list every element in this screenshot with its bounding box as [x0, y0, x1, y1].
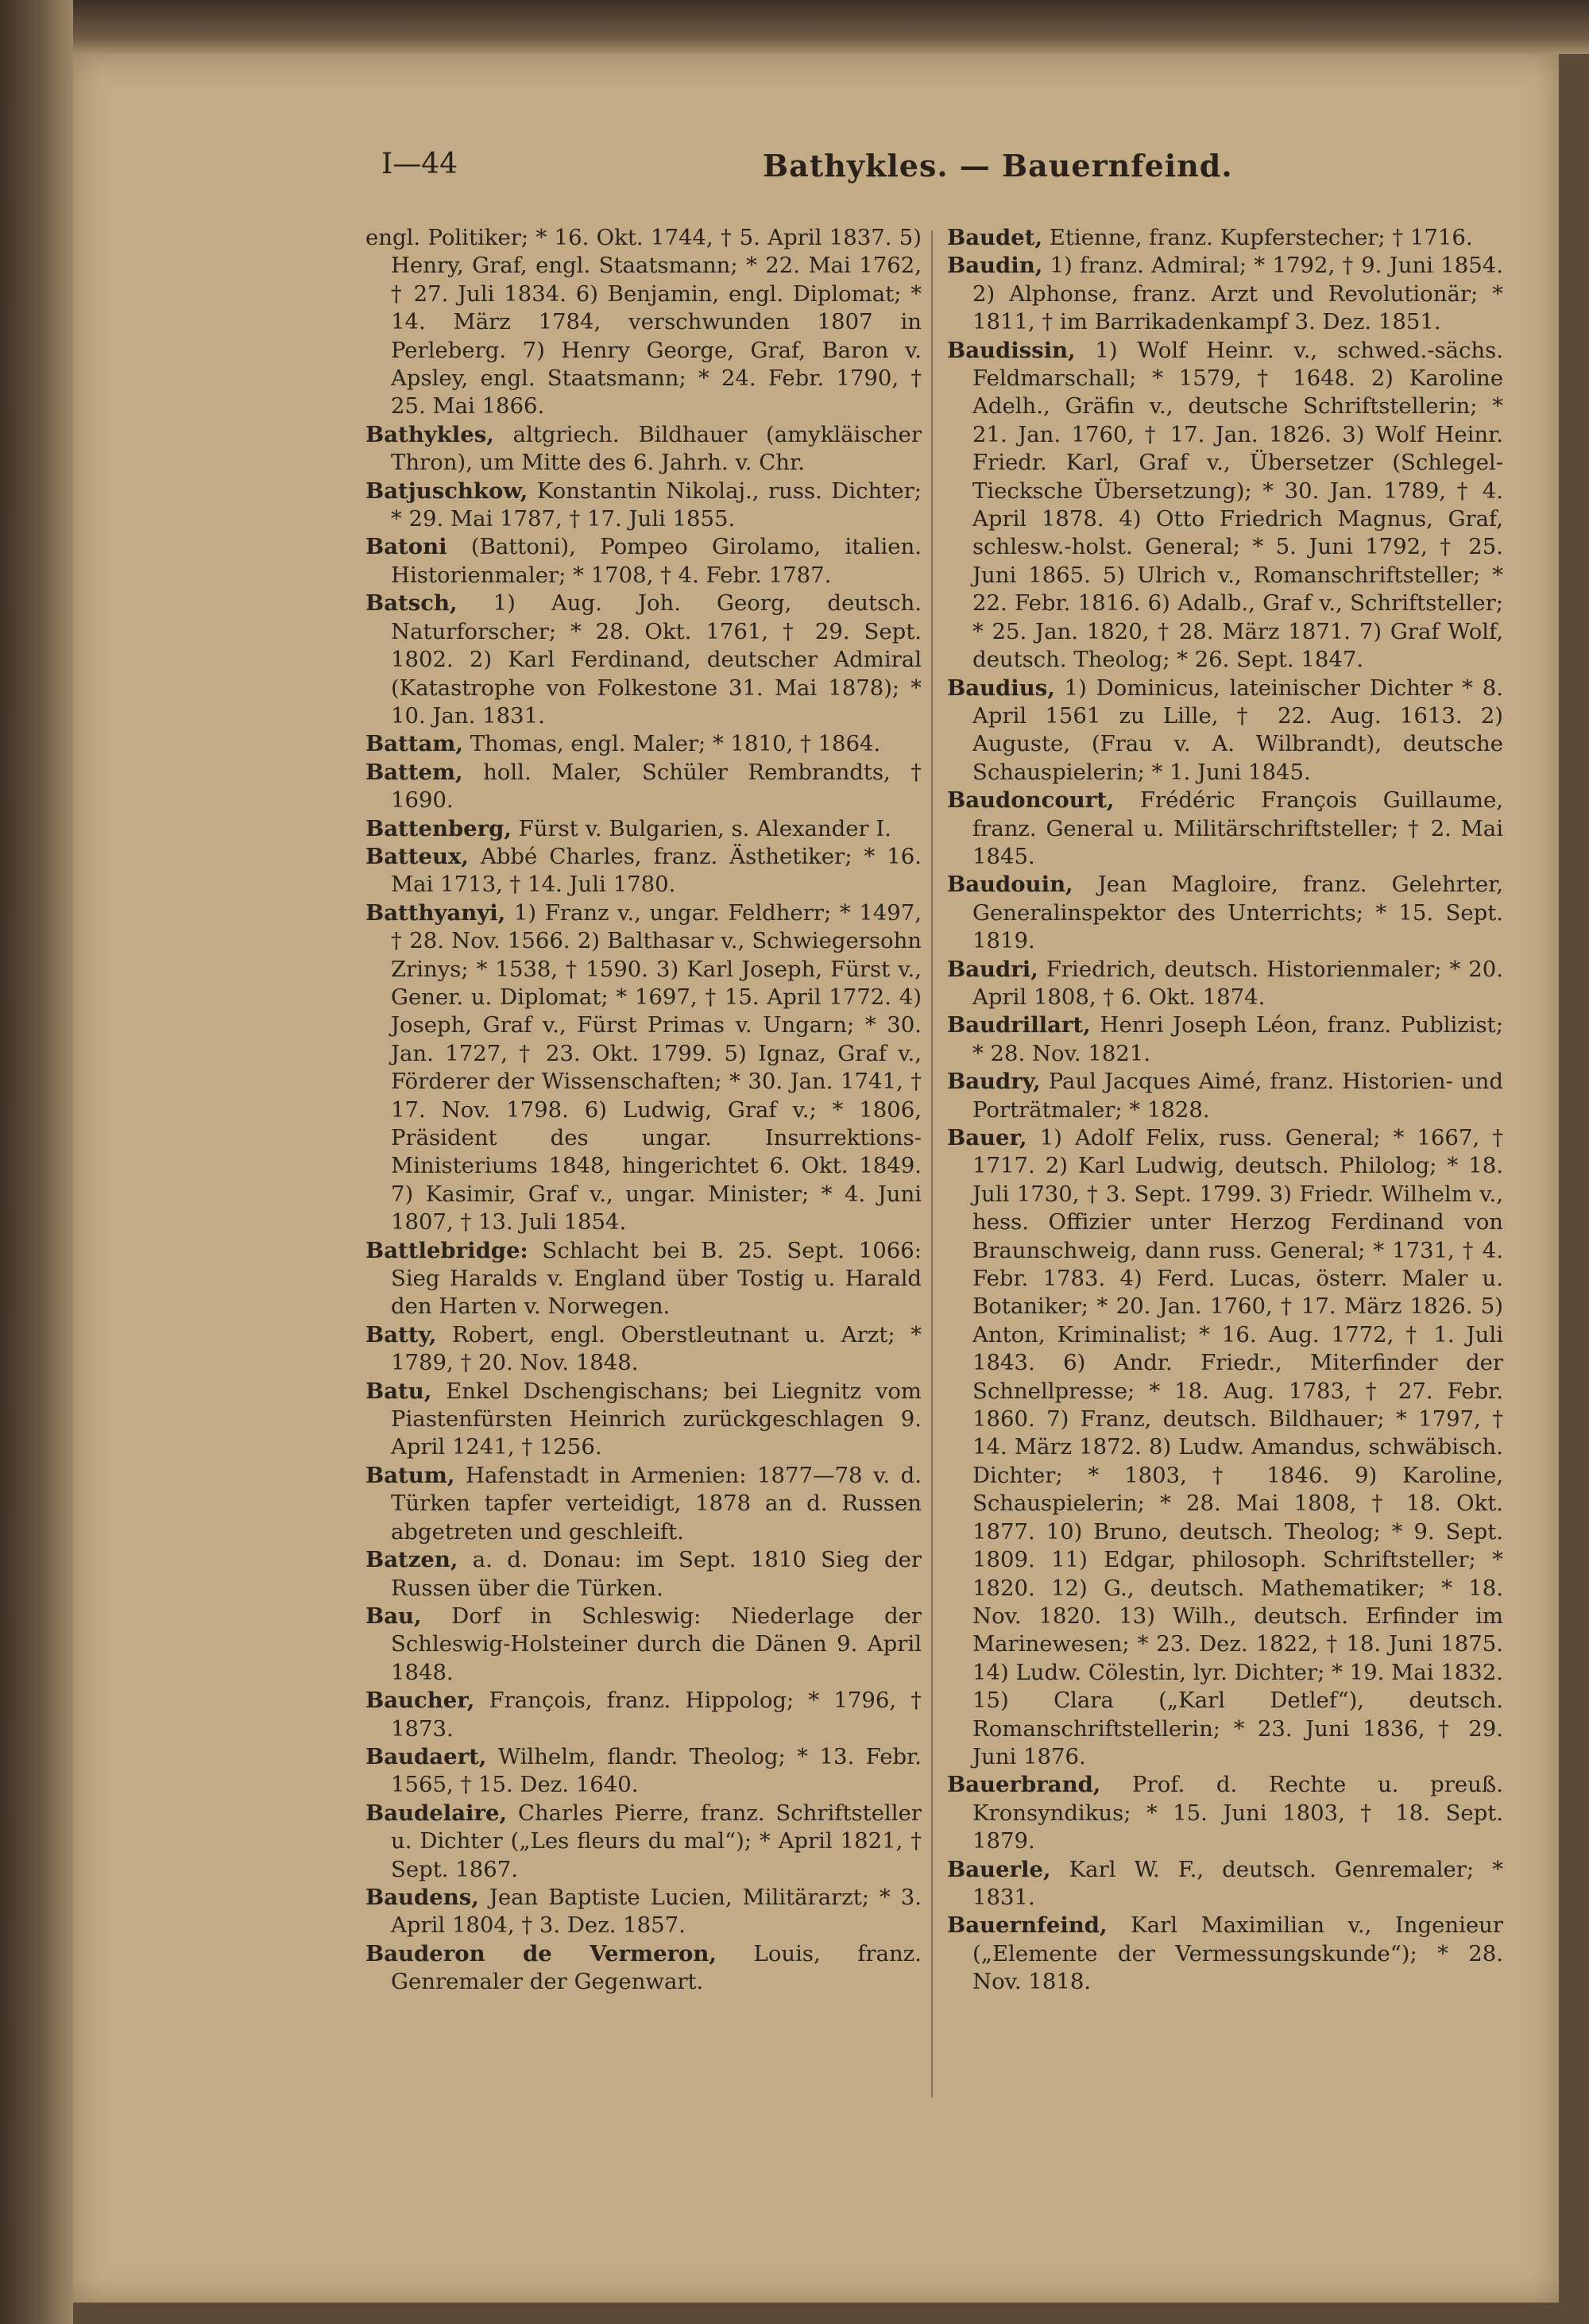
entry-text: Thomas, engl. Maler; * 1810, † 1864. — [462, 731, 881, 757]
dictionary-entry — [947, 337, 1503, 675]
entry-text: Dorf in Schleswig: Niederlage der Schleswig-Holsteiner durch die Dänen 9. April 1848. — [391, 1603, 922, 1685]
entry-text: Jean Baptiste Lucien, Militärarzt; * 3. April 1804, † 3. Dez. 1857. — [391, 1884, 922, 1939]
entry-text: Friedrich, deutsch. Historienmaler; * 20. April 1808, † 6. Okt. 1874. — [972, 956, 1503, 1010]
entry-text: Wilhelm, flandr. Theolog; * 13. Febr. 1565, † 15. Dez. 1640. — [391, 1743, 922, 1798]
entry-headword: Baudoncourt, — [947, 787, 1115, 814]
entry-headword: Baudissin, — [947, 337, 1076, 363]
dictionary-entry — [947, 1011, 1503, 1068]
entry-text: Fürst v. Bulgarien, s. Alexander I. — [511, 815, 891, 841]
entry-headword: Battlebridge: — [365, 1237, 528, 1263]
entry-headword: Baudrillart, — [947, 1012, 1091, 1038]
dictionary-entry — [365, 1800, 922, 1884]
dictionary-entry — [365, 421, 922, 478]
entry-headword: Batzen, — [365, 1547, 458, 1573]
dictionary-entry — [365, 1687, 922, 1743]
entry-text: Enkel Dschengischans; bei Liegnitz vom Piastenfürsten Heinrich zurückgeschlagen 9. April 1241, † 1256. — [391, 1378, 922, 1460]
dictionary-entry — [365, 1603, 922, 1687]
dictionary-entry — [947, 1856, 1503, 1912]
dictionary-entry — [365, 815, 922, 843]
entry-headword: Bauerle, — [947, 1856, 1051, 1882]
entry-text: Charles Pierre, franz. Schriftsteller u. Dichter („Les fleurs du mal“); * April 1821, † Sept. 1867. — [391, 1800, 922, 1882]
entry-headword: Baucher, — [365, 1688, 475, 1714]
entry-headword: Batty, — [365, 1321, 437, 1348]
entry-text: Robert, engl. Oberstleutnant u. Arzt; * 1789, † 20. Nov. 1848. — [391, 1321, 922, 1376]
entry-headword: Baudri, — [947, 956, 1038, 982]
entry-headword: Bauerbrand, — [947, 1772, 1101, 1798]
book-top-edge — [0, 0, 1589, 54]
entry-text: François, franz. Hippolog; * 1796, † 1873. — [391, 1688, 922, 1742]
dictionary-entry — [365, 1546, 922, 1603]
entry-text: Karl Maximilian v., Ingenieur („Elemente der Vermessungskunde“); * 28. Nov. 1818. — [972, 1912, 1503, 1995]
entry-text: 1) Wolf Heinr. v., schwed.-sächs. Feldmarschall; * 1579, † 1648. 2) Karoline Adelh., Gräfin v., deutsche Schriftstellerin; * 21. Jan. 1760, † 17. Jan. 1826. 3) Wolf Heinr. Friedr. Karl, Graf v., Übersetzer (Schlegel-Tiecksche Übersetzung); * 30. Jan. 1789, † 4. April 1878. 4) Otto Friedrich Magnus, Graf, schlesw.-holst. General; * 5. Juni 1792, † 25. Juni 1865. 5) Ulrich v., Romanschriftsteller; * 22. Febr. 1816. 6) Adalb., Graf v., Schriftsteller; * 25. Jan. 1820, † 28. März 1871. 7) Graf Wolf, deutsch. Theolog; * 26. Sept. 1847. — [972, 337, 1503, 673]
entry-headword: Battenberg, — [365, 815, 512, 841]
dictionary-entry — [365, 1884, 922, 1940]
entry-headword: Battem, — [365, 759, 463, 785]
dictionary-entry — [365, 899, 922, 1237]
dictionary-entry — [947, 787, 1503, 871]
entry-text: Paul Jacques Aimé, franz. Historien- und Porträtmaler; * 1828. — [972, 1069, 1503, 1123]
entry-text: Frédéric François Guillaume, franz. General u. Militärschriftsteller; † 2. Mai 1845. — [972, 787, 1503, 869]
column-divider — [931, 230, 933, 2098]
entry-text: Prof. d. Rechte u. preuß. Kronsyndikus; * 15. Juni 1803, † 18. Sept. 1879. — [972, 1772, 1503, 1854]
entry-text: 1) Aug. Joh. Georg, deutsch. Naturforscher; * 28. Okt. 1761, † 29. Sept. 1802. 2) Karl Ferdinand, deutscher Admiral (Katastrophe von Folkestone 31. Mai 1878); * 10. Jan. 1831. — [391, 590, 922, 729]
dictionary-entry — [365, 759, 922, 815]
entry-headword: Batthyanyi, — [365, 899, 506, 926]
dictionary-entry — [947, 956, 1503, 1012]
book-page-edge — [0, 0, 73, 2324]
dictionary-entry — [365, 843, 922, 899]
entry-text: 1) Franz v., ungar. Feldherr; * 1497, † 28. Nov. 1566. 2) Balthasar v., Schwiegersohn Zrinys; * 1538, † 1590. 3) Karl Joseph, Fürst v., Gener. u. Diplomat; * 1697, † 15. April 1772. 4) Joseph, Graf v., Fürst Primas v. Ungarn; * 30. Jan. 1727, † 23. Okt. 1799. 5) Ignaz, Graf v., Förderer der Wissenschaften; * 30. Jan. 1741, † 17. Nov. 1798. 6) Ludwig, Graf v.; * 1806, Präsident des ungar. Insurrektions-Ministeriums 1848, hingerichtet 6. Okt. 1849. 7) Kasimir, Graf v., ungar. Minister; * 4. Juni 1807, † 13. Juli 1854. — [391, 899, 922, 1235]
entry-text: Karl W. F., deutsch. Genremaler; * 1831. — [972, 1856, 1503, 1910]
entry-headword: Batjuschkow, — [365, 478, 528, 504]
entry-headword: Batteux, — [365, 843, 469, 869]
entry-headword: Bauderon de Vermeron, — [365, 1940, 717, 1966]
entry-headword: Baudry, — [947, 1069, 1041, 1095]
entry-text: Etienne, franz. Kupferstecher; † 1716. — [1042, 225, 1473, 250]
dictionary-entry — [365, 1940, 922, 1997]
entry-headword: Batum, — [365, 1462, 455, 1488]
entry-headword: Baudet, — [947, 225, 1043, 250]
dictionary-entry — [947, 871, 1503, 955]
entry-headword: Batsch, — [365, 590, 458, 617]
entry-headword: Bathykles, — [365, 421, 494, 447]
running-head: Bathykles. — Bauernfeind. — [763, 148, 1233, 184]
dictionary-entry — [365, 224, 922, 421]
entry-text: 1) Dominicus, lateinischer Dichter * 8. April 1561 zu Lille, † 22. Aug. 1613. 2) Auguste, (Frau v. A. Wilbrandt), deutsche Schauspielerin; * 1. Juni 1845. — [972, 675, 1503, 785]
left-column — [365, 224, 922, 1997]
entry-text: altgriech. Bildhauer (amykläischer Thron), um Mitte des 6. Jahrh. v. Chr. — [391, 421, 922, 476]
entry-text: Konstantin Nikolaj., russ. Dichter; * 29. Mai 1787, † 17. Juli 1855. — [391, 478, 922, 532]
page-header — [381, 148, 1517, 188]
entry-text: Abbé Charles, franz. Ästhetiker; * 16. Mai 1713, † 14. Juli 1780. — [391, 843, 922, 898]
entry-text: Schlacht bei B. 25. Sept. 1066: Sieg Haralds v. England über Tostig u. Harald den Harten v. Norwegen. — [391, 1237, 922, 1320]
dictionary-entry — [947, 224, 1503, 252]
dictionary-entry — [947, 1771, 1503, 1855]
entry-headword: Bau, — [365, 1603, 422, 1629]
entry-headword: Baudius, — [947, 675, 1055, 701]
entry-headword: Baudelaire, — [365, 1800, 508, 1826]
dictionary-entry — [365, 1743, 922, 1800]
entry-headword: Bauer, — [947, 1125, 1027, 1150]
entry-text: a. d. Donau: im Sept. 1810 Sieg der Russen über die Türken. — [391, 1547, 922, 1601]
dictionary-entry — [947, 1124, 1503, 1771]
entry-text: 1) franz. Admiral; * 1792, † 9. Juni 1854. 2) Alphonse, franz. Arzt und Revolutionär; * 1811, † im Barrikadenkampf 3. Dez. 1851. — [972, 253, 1503, 335]
entry-text: Henri Joseph Léon, franz. Publizist; * 28. Nov. 1821. — [972, 1012, 1503, 1066]
entry-headword: Battam, — [365, 731, 463, 757]
dictionary-entry — [365, 478, 922, 534]
page-number: I—44 — [381, 148, 458, 180]
entry-headword: Baudens, — [365, 1884, 479, 1910]
dictionary-entry — [365, 1237, 922, 1321]
entry-text: holl. Maler, Schüler Rembrandts, † 1690. — [391, 759, 922, 814]
dictionary-entry — [365, 730, 922, 758]
dictionary-entry — [365, 533, 922, 590]
dictionary-entry — [947, 252, 1503, 336]
entry-headword: Batoni — [365, 534, 447, 560]
dictionary-entry — [365, 590, 922, 730]
entry-headword: Baudin, — [947, 253, 1043, 279]
entry-headword: Baudouin, — [947, 872, 1073, 898]
entry-text: 1) Adolf Felix, russ. General; * 1667, † 1717. 2) Karl Ludwig, deutsch. Philolog; * 18. Juli 1730, † 3. Sept. 1799. 3) Friedr. Wilhelm v., hess. Offizier unter Herzog Ferdinand von Braunschweig, dann russ. General; * 1731, † 4. Febr. 1783. 4) Ferd. Lucas, österr. Maler u. Botaniker; * 20. Jan. 1760, † 17. März 1826. 5) Anton, Kriminalist; * 16. Aug. 1772, † 1. Juli 1843. 6) Andr. Friedr., Miterfinder der Schnellpresse; * 18. Aug. 1783, † 27. Febr. 1860. 7) Franz, deutsch. Bildhauer; * 1797, † 14. März 1872. 8) Ludw. Amandus, schwäbisch. Dichter; * 1803, † 1846. 9) Karoline, Schauspielerin; * 28. Mai 1808, † 18. Okt. 1877. 10) Bruno, deutsch. Theolog; * 9. Sept. 1809. 11) Edgar, philosoph. Schriftsteller; * 1820. 12) G., deutsch. Mathematiker; * 18. Nov. 1820. 13) Wilh., deutsch. Erfinder im Marinewesen; * 23. Dez. 1822, † 18. Juni 1875. 14) Ludw. Cölestin, lyr. Dichter; * 19. Mai 1832. 15) Clara („Karl Detlef“), deutsch. Romanschriftstellerin; * 23. Juni 1836, † 29. Juni 1876. — [972, 1125, 1503, 1769]
dictionary-entry — [947, 1068, 1503, 1124]
entry-text: Louis, franz. Genremaler der Gegenwart. — [391, 1940, 922, 1995]
dictionary-entry — [947, 675, 1503, 787]
dictionary-entry — [365, 1321, 922, 1378]
dictionary-entry — [365, 1378, 922, 1462]
entry-headword: Batu, — [365, 1378, 432, 1404]
dictionary-entry — [947, 1912, 1503, 1996]
entry-text: engl. Politiker; * 16. Okt. 1744, † 5. April 1837. 5) Henry, Graf, engl. Staatsmann; * 22. Mai 1762, † 27. Juli 1834. 6) Benjamin, engl. Diplomat; * 14. März 1784, verschwunden 1807 in Perleberg. 7) Henry George, Graf, Baron v. Apsley, engl. Staatsmann; * 24. Febr. 1790, † 25. Mai 1866. — [365, 225, 922, 420]
entry-headword: Bauernfeind, — [947, 1912, 1108, 1939]
entry-headword: Baudaert, — [365, 1743, 487, 1769]
entry-text: Jean Magloire, franz. Gelehrter, Generalinspektor des Unterrichts; * 15. Sept. 1819. — [972, 872, 1503, 954]
entry-text: (Battoni), Pompeo Girolamo, italien. Historienmaler; * 1708, † 4. Febr. 1787. — [391, 534, 922, 588]
right-column — [947, 224, 1503, 1997]
dictionary-entry — [365, 1462, 922, 1546]
entry-text: Hafenstadt in Armenien: 1877—78 v. d. Türken tapfer verteidigt, 1878 an d. Russen abgetreten und geschleift. — [391, 1462, 922, 1545]
